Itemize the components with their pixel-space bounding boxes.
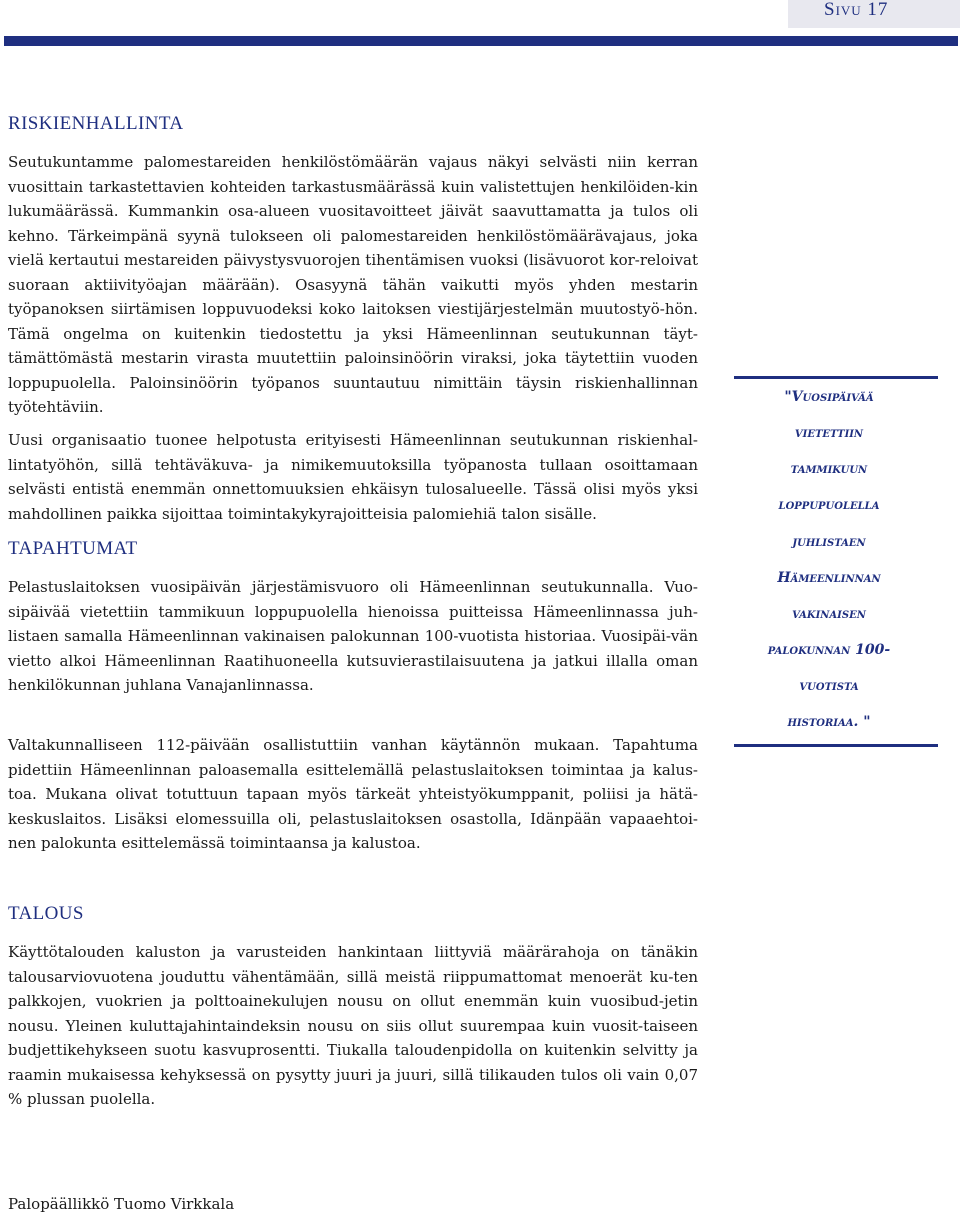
pull-quote-line: loppupuolella — [778, 497, 880, 513]
section-heading-talous: TALOUS — [8, 903, 84, 924]
pull-quote-line: Hämeenlinnan — [777, 570, 881, 586]
pull-quote-line: palokunnan 100- — [767, 642, 891, 658]
pull-quote-sidebar — [734, 376, 938, 747]
section-heading-tapahtumat: TAPAHTUMAT — [8, 538, 138, 559]
tapahtumat-paragraph-2: Valtakunnalliseen 112-päivään osallistuttiin vanhan käytännön mukaan. Tapahtuma pidettiin Hämeenlinnan paloasemalla esittelemällä pelastuslaitoksen toimintaa ja kalus-toa. Mukana olivat totuttuun tapaan myös tärkeät yhteistyökumppanit, poliisi ja hätä-keskuslaitos. Lisäksi elomessuilla oli, pelastuslaitoksen osastolla, Idänpään vapaaehtoi-nen palokunta esittelemässä toimintaansa ja kalustoa. — [8, 736, 698, 852]
page-number-label: Sivu 17 — [824, 0, 889, 20]
talous-paragraph-1: Käyttötalouden kaluston ja varusteiden hankintaan liittyviä määrärahoja on tänäkin talousarviovuotena jouduttu vähentämään, sillä meistä riippumattomat menoerät ku-ten palkkojen, vuokrien ja polttoainekulujen nousu on ollut enemmän kuin vuosibud-jetin nousu. Yleinen kuluttajahintaindeksin nousu on siis ollut suurempaa kuin vuosit-taiseen budjettikehykseen suotu kasvuprosentti. Tiukalla taloudenpidolla on kuitenkin selvitty ja raamin mukaisessa kehyksessä on pysytty juuri ja juuri, sillä tilikauden tulos oli vain 0,07 % plussan puolella. — [8, 943, 698, 1108]
header-rule — [4, 36, 958, 46]
pull-quote-line: vietettiin — [794, 425, 864, 441]
riskienhallinta-paragraph-1: Seutukuntamme palomestareiden henkilöstömäärän vajaus näkyi selvästi niin kerran vuosittain tarkastettavien kohteiden tarkastusmäärässä kuin valistettujen henkilöiden-kin lukumäärässä. Kummankin osa-alueen vuositavoitteet jäivät saavuttamatta ja tulos oli kehno. Tärkeimpänä syynä tulokseen oli palomestareiden henkilöstömäärävajaus, joka vielä kertautui mestareiden päivystysvuorojen tihentämisen vuoksi (lisävuorot kor-reloivat suoraan aktiivityöajan määrään). Osasyynä tähän vaikutti myös yhden mestarin työpanoksen siirtämisen loppuvuodeksi koko laitoksen viestijärjestelmän muutostyö-hön. Tämä ongelma on kuitenkin tiedostettu ja yksi Hämeenlinnan seutukunnan täyt-tämättömästä mestarin virasta muutettiin paloinsinöörin viraksi, joka täytettiin vuoden loppupuolella. Paloinsinöörin työpanos suuntautuu nimittäin täysin riskienhallinnan työtehtäviin. — [8, 153, 698, 416]
tapahtumat-paragraph-1: Pelastuslaitoksen vuosipäivän järjestämisvuoro oli Hämeenlinnan seutukunnalla. Vuo-sipäivää vietettiin tammikuun loppupuolella hienoissa puitteissa Hämeenlinnassa juh-listaen samalla Hämeenlinnan vakinaisen palokunnan 100-vuotista historiaa. Vuosipäi-vän vietto alkoi Hämeenlinnan Raatihuoneella kutsuvierastilaisuutena ja jatkui illalla oman henkilökunnan juhlana Vanajanlinnassa. — [8, 578, 698, 694]
pull-quote-line: vuotista — [799, 678, 859, 694]
pull-quote-line: juhlistaen — [792, 534, 866, 550]
riskienhallinta-paragraph-2: Uusi organisaatio tuonee helpotusta erityisesti Hämeenlinnan seutukunnan riskienhal-lintatyöhön, sillä tehtäväkuva- ja nimikemuutoksilla työpanosta tullaan osoittamaan selvästi entistä enemmän onnettomuuksien ehkäisyn tulosalueelle. Tässä olisi myös yksi mahdollinen paikka sijoittaa toimintakykyrajoitteisia palomiehiä talon sisälle. — [8, 431, 698, 523]
signature: Palopäällikkö Tuomo Virkkala — [8, 1195, 235, 1213]
section-heading-riskienhallinta: RISKIENHALLINTA — [8, 113, 184, 134]
pull-quote-line: historiaa. " — [787, 714, 871, 730]
pull-quote-line: "Vuosipäivää — [784, 389, 874, 405]
pull-quote-line: vakinaisen — [792, 606, 866, 622]
pull-quote-line: tammikuun — [790, 461, 868, 477]
page-number-box — [788, 0, 960, 28]
